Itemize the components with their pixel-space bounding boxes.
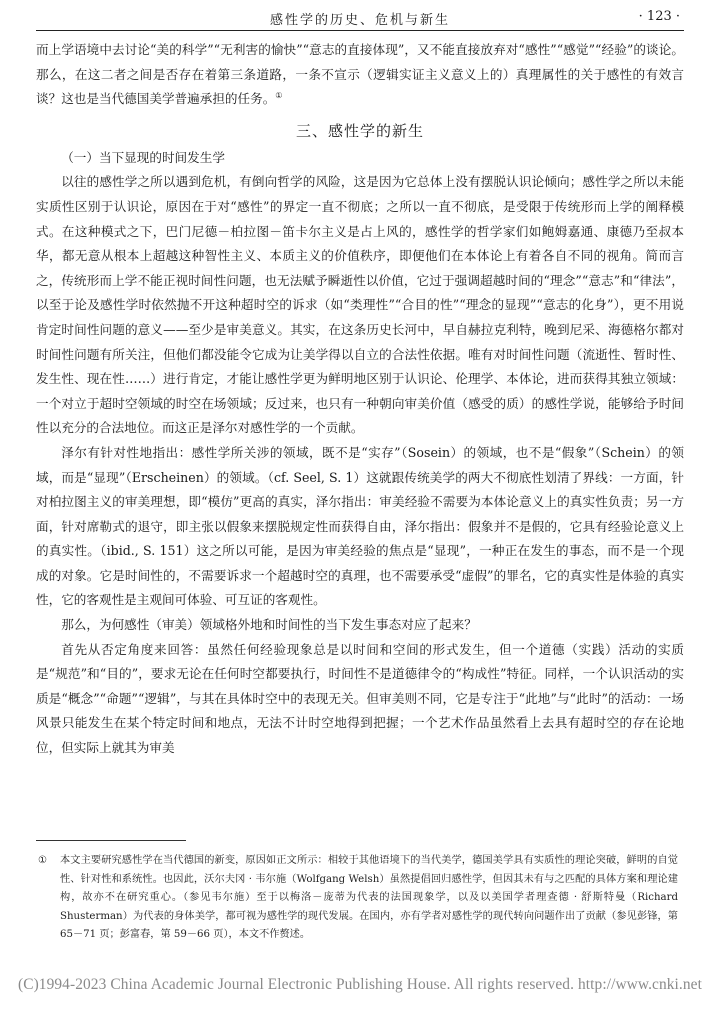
- copyright-watermark: (C)1994-2023 China Academic Journal Electronic Publishing House. All rights reserved. http://www.cnki.net: [17, 976, 702, 993]
- intro-paragraph-text: 而上学语境中去讨论“美的科学”“无利害的愉快”“意志的直接体现”，又不能直接放弃对“感性”“感觉”“经验”的谈论。那么，在这二者之间是否存在着第三条道路，一条不宣示（逻辑实证主义意义上的）真理属性的关于感性的有效言谈？这也是当代德国美学普遍承担的任务。: [36, 42, 684, 107]
- footnote-divider: [36, 840, 186, 841]
- page-number: · 123 ·: [638, 9, 680, 24]
- article-body: [36, 38, 684, 761]
- body-paragraph: 那么，为何感性（审美）领域格外地和时间性的当下发生事态对应了起来？: [61, 617, 477, 633]
- section-heading: 三、感性学的新生: [295, 121, 424, 140]
- footnote: [38, 852, 678, 945]
- footnote-text: 本文主要研究感性学在当代德国的新变，原因如正文所示：相较于其他语境下的当代美学，德国美学具有实质性的理论突破，鲜明的自觉性、针对性和系统性。也因此，沃尔夫冈 · 韦尔施（Wolfgang Welsh）虽然提倡回归感性学，但因其未有与之匹配的具体方案和理论建构，故亦不在研究重心。（参见韦尔施）至于以梅洛－庞蒂为代表的法国现象学，以及以美国学者理查德 · 舒斯特曼（Richard Shusterman）为代表的身体美学，都可视为感性学的现代发展。在国内，亦有学者对感性学的现代转向问题作出了贡献（参见彭锋，第 65－71 页；彭富春，第 59－66 页），本文不作赘述。: [60, 855, 678, 941]
- running-header-title: 感性学的历史、危机与新生: [269, 13, 450, 28]
- footnote-mark: ①: [38, 855, 47, 866]
- body-paragraph: 泽尔有针对性地指出：感性学所关涉的领域，既不是“实存”（Sosein）的领域，也不是“假象”（Schein）的领域，而是“显现”（Erscheinen）的领域。（cf. Seel, S. 1）这就跟传统美学的两大不彻底性划清了界线：一方面，针对柏拉图主义的审美理想，即“模仿”更高的真实，泽尔指出：审美经验不需要为本体论意义上的真实性负责；另一方面，针对席勒式的退守，即主张以假象来摆脱规定性而获得自由，泽尔指出：假象并不是假的，它具有经验论意义上的真实性。（ibid., S. 151）这之所以可能，是因为审美经验的焦点是“显现”，一种正在发生的事态，而不是一个现成的对象。它是时间性的，不需要诉求一个超越时空的真理，也不需要承受“虚假”的罪名，它的真实性是体验的真实性，它的客观性是主观间可体验、可互证的客观性。: [36, 444, 684, 608]
- body-paragraph: 以往的感性学之所以遇到危机，有倒向哲学的风险，这是因为它总体上没有摆脱认识论倾向；感性学之所以未能实质性区别于认识论，原因在于对“感性”的界定一直不彻底；之所以一直不彻底，是受限于传统形而上学的阐释模式。在这种模式之下，巴门尼德－柏拉图－笛卡尔主义是占上风的，感性学的哲学家们如鲍姆嘉通、康德乃至叔本华，都无意从根本上超越这种智性主义、本质主义的价值秩序，即便他们在本体论上有着各自不同的视角。简而言之，传统形而上学不能正视时间性问题，也无法赋予瞬逝性以价值，它过于强调超越时间的“理念”“意志”和“律法”，以至于论及感性学时依然抛不开这种超时空的诉求（如“类理性”“合目的性”“理念的显现”“意志的化身”），更不用说肯定时间性问题的意义——至少是审美意义。其实，在这条历史长河中，早自赫拉克利特，晚到尼采、海德格尔都对时间性问题有所关注，但他们都没能令它成为让美学得以自立的合法性依据。唯有对时间性问题（流逝性、暂时性、发生性、现在性……）进行肯定，才能让感性学更为鲜明地区别于认识论、伦理学、本体论，进而获得其独立领域：一个对立于超时空领域的时空在场领域；反过来，也只有一种朝向审美价值（感受的质）的感性学说，能够给予时间性以充分的合法地位。而这正是泽尔对感性学的一个贡献。: [36, 174, 684, 436]
- running-header: [36, 6, 684, 31]
- intro-paragraph: [36, 38, 684, 112]
- footnote-reference[interactable]: ①: [275, 91, 283, 100]
- subsection-heading: （一）当下显现的时间发生学: [61, 149, 225, 165]
- body-paragraph: 首先从否定角度来回答：虽然任何经验现象总是以时间和空间的形式发生，但一个道德（实践）活动的实质是“规范”和“目的”，要求无论在任何时空都要执行，时间性不是道德律令的“构成性”特征。同样，一个认识活动的实质是“概念”“命题”“逻辑”，与其在具体时空中的表现无关。但审美则不同，它是专注于“此地”与“此时”的活动：一场风景只能发生在某个特定时间和地点，无法不计时空地得到把握；一个艺术作品虽然看上去具有超时空的存在论地位，但实际上就其为审美: [36, 641, 684, 756]
